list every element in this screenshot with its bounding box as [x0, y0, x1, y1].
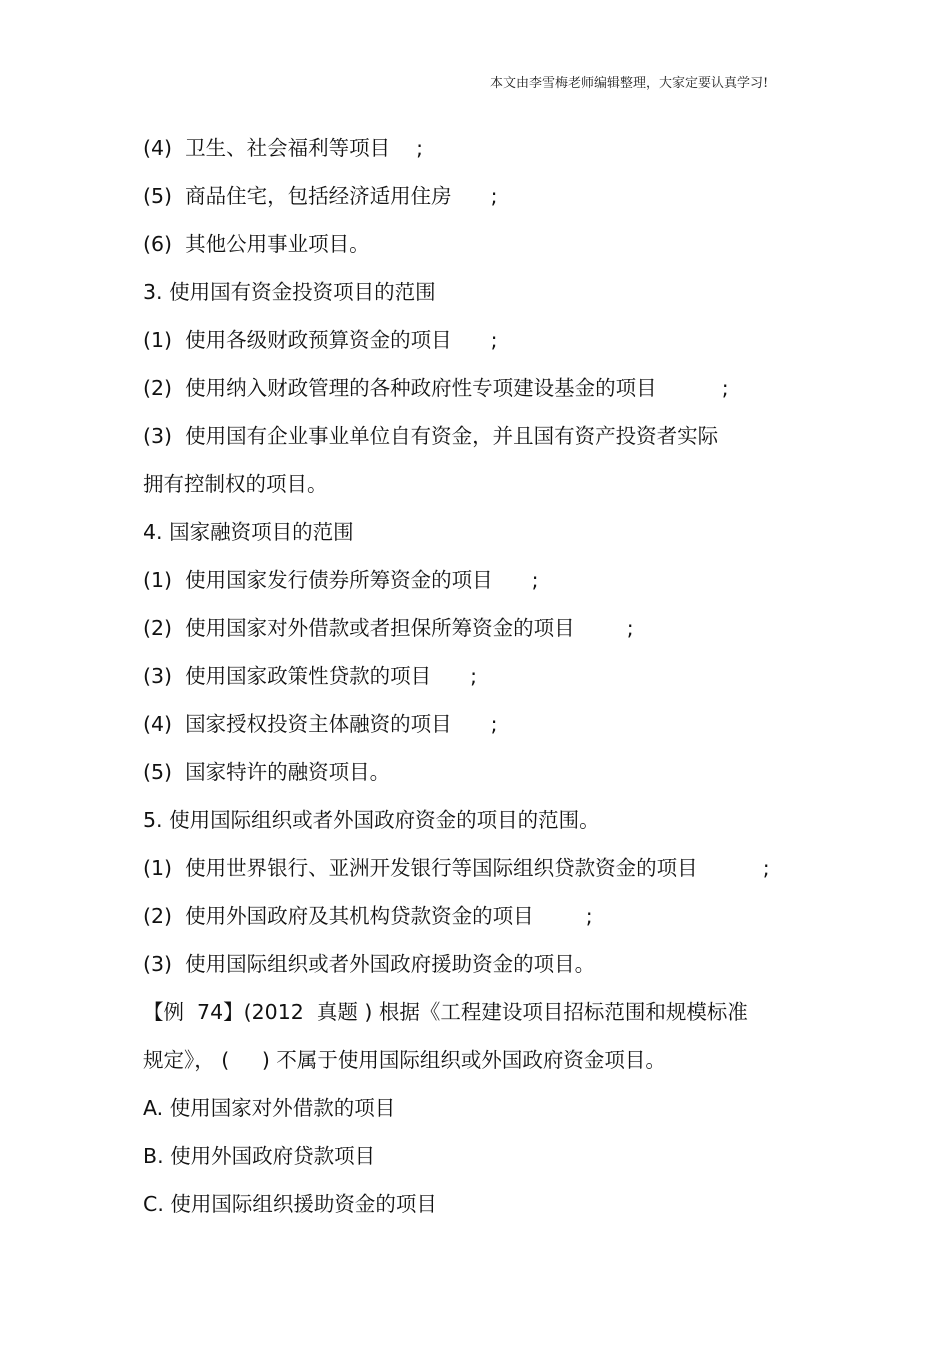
text-line: (1) 使用世界银行、亚洲开发银行等国际组织贷款资金的项目 ;: [143, 856, 770, 880]
text-line: (4) 国家授权投资主体融资的项目 ;: [143, 712, 498, 736]
answer-option-a: A. 使用国家对外借款的项目: [143, 1096, 396, 1120]
text-line: (1) 使用各级财政预算资金的项目 ;: [143, 328, 498, 352]
header-note: 本文由李雪梅老师编辑整理，大家定要认真学习!: [490, 76, 769, 91]
text-line: (1) 使用国家发行债券所筹资金的项目 ;: [143, 568, 539, 592]
section-heading: 3. 使用国有资金投资项目的范围: [143, 280, 436, 304]
example-question: 【例 74】(2012 真题 ) 根据《工程建设项目招标范围和规模标准: [143, 1000, 748, 1024]
answer-option-c: C. 使用国际组织援助资金的项目: [143, 1192, 437, 1216]
text-line: (3) 使用国家政策性贷款的项目 ;: [143, 664, 478, 688]
text-line: (6) 其他公用事业项目。: [143, 232, 370, 256]
text-line: (5) 商品住宅，包括经济适用住房 ;: [143, 184, 498, 208]
text-line: (3) 使用国际组织或者外国政府援助资金的项目。: [143, 952, 596, 976]
example-question: 规定》， ( ) 不属于使用国际组织或外国政府资金项目。: [143, 1048, 666, 1072]
text-line: 拥有控制权的项目。: [143, 472, 328, 496]
text-line: (3) 使用国有企业事业单位自有资金，并且国有资产投资者实际: [143, 424, 719, 448]
text-line: (2) 使用纳入财政管理的各种政府性专项建设基金的项目 ;: [143, 376, 729, 400]
text-line: (4) 卫生、社会福利等项目 ;: [143, 136, 424, 160]
answer-option-b: B. 使用外国政府贷款项目: [143, 1144, 376, 1168]
text-line: (5) 国家特许的融资项目。: [143, 760, 391, 784]
text-line: (2) 使用国家对外借款或者担保所筹资金的项目 ;: [143, 616, 634, 640]
section-heading: 5. 使用国际组织或者外国政府资金的项目的范围。: [143, 808, 600, 832]
section-heading: 4. 国家融资项目的范围: [143, 520, 354, 544]
text-line: (2) 使用外国政府及其机构贷款资金的项目 ;: [143, 904, 593, 928]
